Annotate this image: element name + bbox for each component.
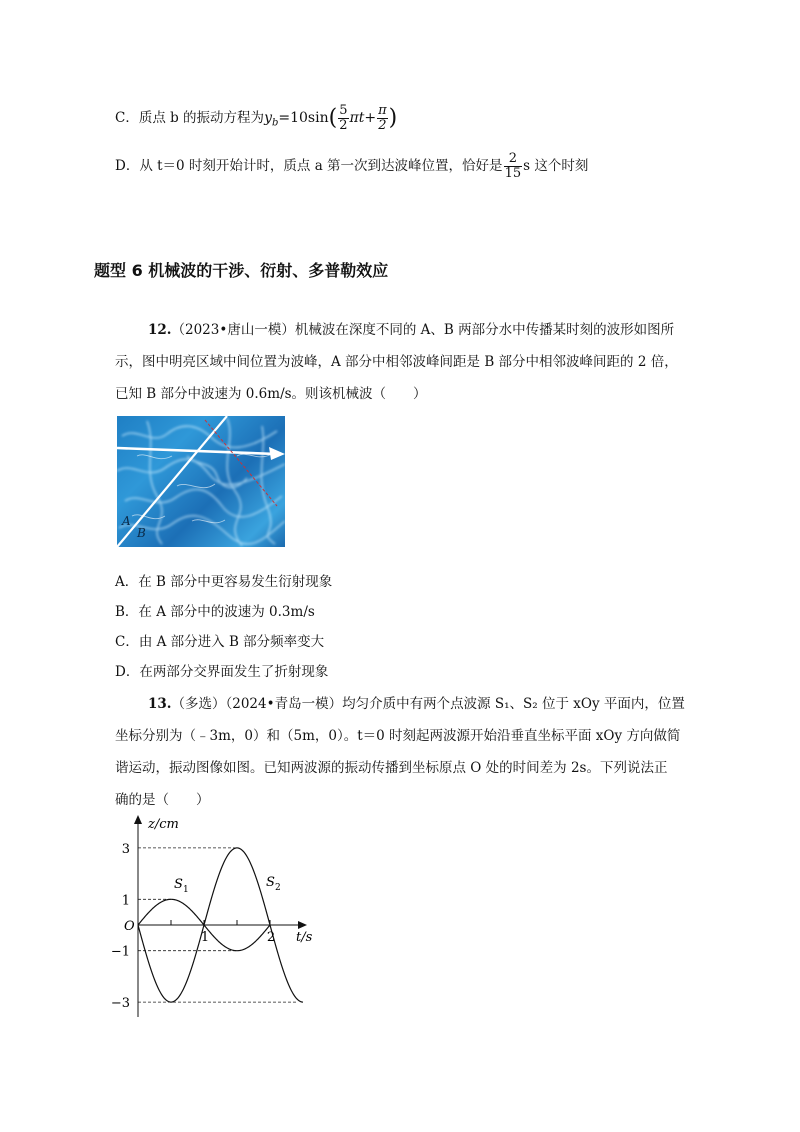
fraction-5-2: $\frac{5}{2}$ [339, 103, 348, 133]
left-paren: ( [328, 105, 338, 131]
fraction-pi-2: $\frac{\pi}{2}$ [378, 103, 387, 133]
q13-line1: 13.（多选）（2024•青岛一模）均匀介质中有两个点波源 S₁、S₂ 位于 xOy 平面内，位置 [148, 696, 685, 712]
x-tick-label: 1 [200, 930, 210, 945]
x-tick-label: 2 [266, 930, 276, 945]
y-axis-arrow [134, 815, 142, 824]
plus-sign: + [364, 110, 377, 126]
option-d-prefix: D．从 t＝0 时刻开始计时，质点 a 第一次到达波峰位置，恰好是 [115, 158, 503, 174]
series-label-sub: 1 [183, 885, 189, 895]
y-tick-label: 3 [121, 841, 130, 857]
right-paren: ) [388, 105, 398, 131]
q12-number: 12. [148, 322, 172, 338]
x-axis-arrow [298, 921, 307, 929]
q12-option-b: B．在 A 部分中的波速为 0.3m/s [115, 604, 315, 620]
water-wave-photo [117, 416, 285, 547]
q12-line2: 示，图中明亮区域中间位置为波峰，A 部分中相邻波峰间距是 B 部分中相邻波峰间距的 2 倍， [115, 354, 678, 370]
option-c-prefix: C．质点 b 的振动方程为 [115, 110, 265, 126]
q13-line3: 谐运动，振动图像如图。已知两波源的振动传播到坐标原点 O 处的时间差为 2s。下列说法正 [115, 760, 668, 776]
x-axis-label: t/s [296, 930, 313, 945]
q12-option-a: A．在 B 部分中更容易发生衍射现象 [115, 574, 333, 590]
series-label-s2: S [266, 875, 275, 890]
series-label-s1: S [174, 877, 183, 892]
q12-line1: 12.（2023•唐山一模）机械波在深度不同的 A、B 两部分水中传播某时刻的波形如图所 [148, 322, 675, 338]
var-y-sub: b [271, 117, 279, 129]
origin-label: O [124, 919, 135, 934]
option-c-equation [115, 104, 397, 134]
y-tick-label: −3 [110, 996, 130, 1012]
section-heading: 题型 6 机械波的干涉、衍射、多普勒效应 [94, 261, 389, 280]
eq-sin: =10sin [278, 110, 329, 126]
vibration-chart [110, 812, 330, 1017]
y-tick-label: −1 [110, 944, 130, 960]
option-d-text [115, 152, 588, 181]
q13-number: 13. [148, 696, 172, 712]
q12-option-d: D．在两部分交界面发生了折射现象 [115, 664, 329, 680]
label-a: A [122, 514, 131, 528]
q13-line4: 确的是（ ） [115, 792, 210, 808]
q12-line3: 已知 B 部分中波速为 0.6m/s。则该机械波（ ） [115, 386, 427, 402]
var-y: y [264, 110, 272, 126]
option-d-suffix: s 这个时刻 [523, 158, 589, 174]
q13-line2: 坐标分别为（﹣3m，0）和（5m，0）。t＝0 时刻起两波源开始沿垂直坐标平面 xOy 方向做简 [115, 728, 681, 744]
y-tick-label: 1 [121, 893, 130, 909]
fraction-2-15: $\frac{2}{15}$ [504, 151, 522, 181]
q12-option-c: C．由 A 部分进入 B 部分频率变大 [115, 634, 325, 650]
y-axis-label: z/cm [148, 817, 179, 832]
label-b: B [137, 526, 146, 540]
series-label-sub: 2 [275, 883, 281, 893]
pi-t: πt [349, 110, 365, 126]
